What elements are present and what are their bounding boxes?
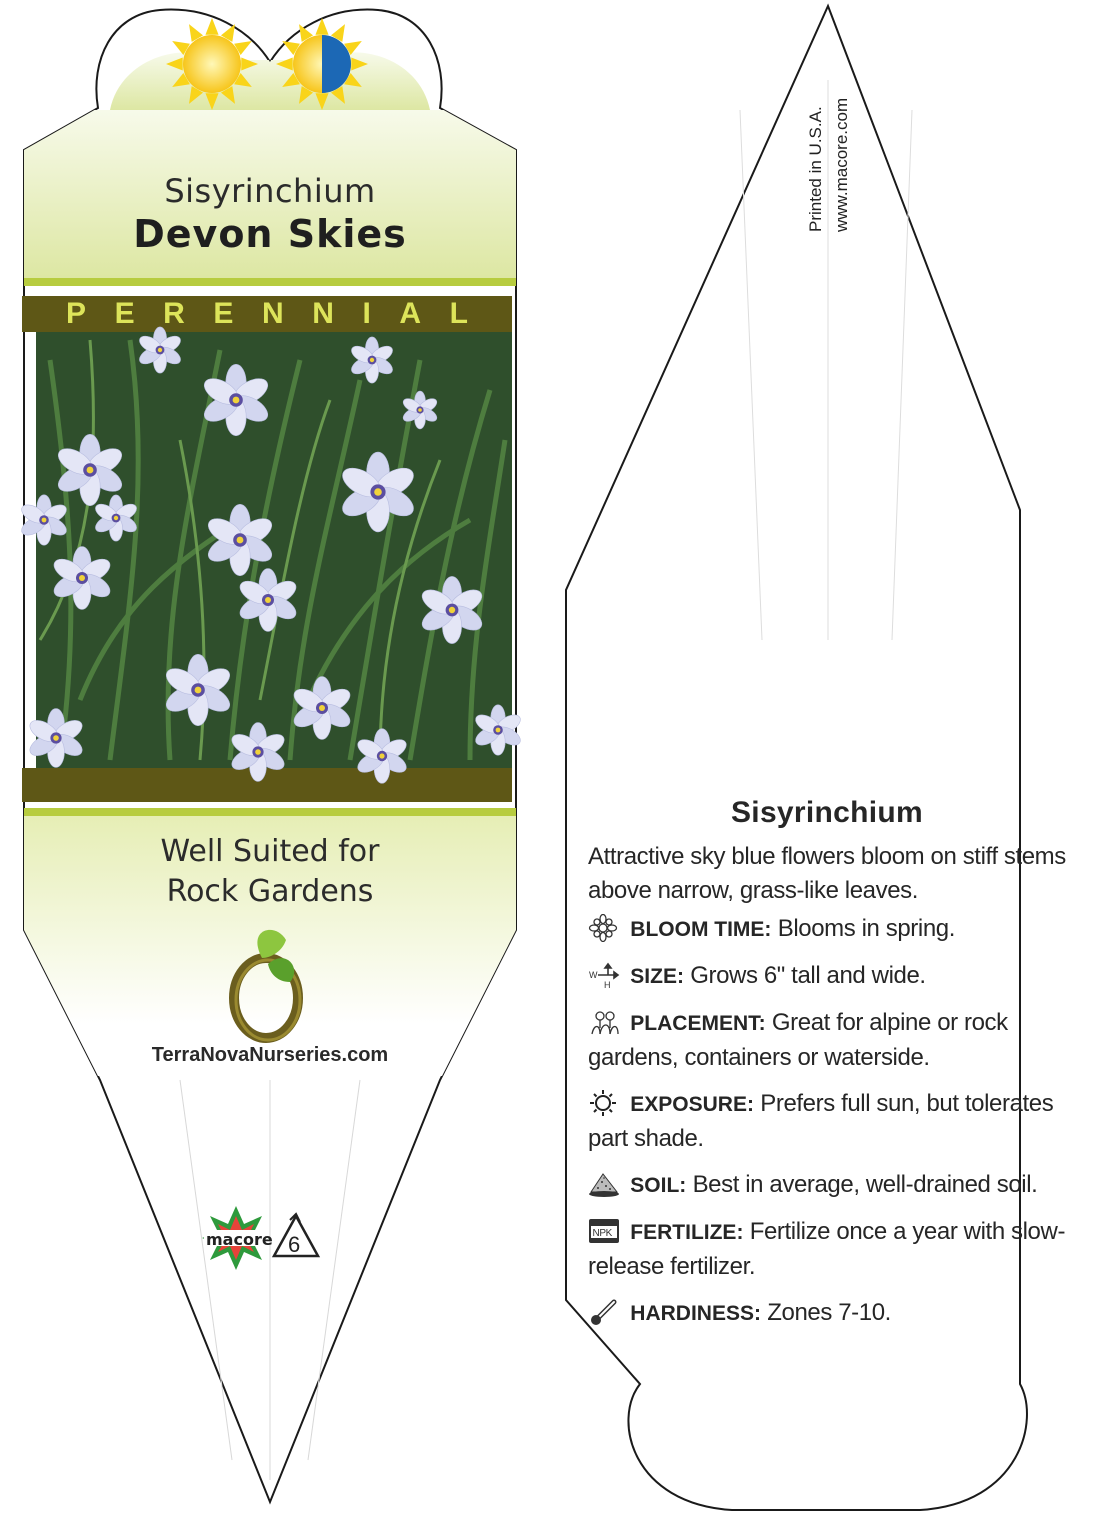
info-label: FERTILIZE: [630, 1221, 744, 1244]
info-text: Great for alpine or rock gardens, containers or waterside. [588, 1009, 1008, 1071]
info-title: Sisyrinchium [731, 796, 923, 829]
svg-text:W: W [589, 970, 598, 980]
info-text: Zones 7-10. [767, 1299, 891, 1326]
info-exposure [588, 1087, 1066, 1156]
category-letter: I [362, 297, 371, 330]
flower-icon [588, 914, 622, 942]
category-letter: N [312, 297, 334, 330]
printed-in: Printed in U.S.A. [806, 106, 825, 232]
category-letter: R [163, 297, 185, 330]
category-letter: P [66, 297, 87, 330]
info-soil [588, 1168, 1066, 1203]
plants-icon [588, 1008, 622, 1036]
info-bloom-time [588, 912, 1066, 947]
info-label: EXPOSURE: [630, 1093, 754, 1116]
info-label: HARDINESS: [630, 1302, 761, 1325]
info-text: Grows 6" tall and wide. [690, 962, 926, 989]
plant-photo [36, 332, 512, 768]
plant-description: Attractive sky blue flowers bloom on stiff stems above narrow, grass-like leaves. [588, 843, 1066, 904]
tagline-line: Well Suited for [160, 834, 380, 869]
info-label: SIZE: [630, 965, 684, 988]
plant-cultivar: Devon Skies [133, 212, 407, 256]
npk-icon [588, 1217, 622, 1245]
info-label: BLOOM TIME: [630, 918, 772, 941]
info-text: Prefers full sun, but tolerates part shade. [588, 1090, 1054, 1152]
category-letter: E [114, 297, 135, 330]
info-text: Fertilize once a year with slow-release fertilizer. [588, 1218, 1066, 1280]
info-hardiness [588, 1296, 1066, 1331]
recycle-number: 6 [288, 1232, 301, 1257]
info-placement [588, 1006, 1066, 1075]
size-icon [588, 961, 622, 989]
macore-website: www.macore.com [832, 97, 851, 232]
soil-icon [588, 1170, 622, 1198]
category-letter: N [261, 297, 284, 330]
tagline-line: Rock Gardens [166, 874, 374, 909]
macore-label: macore [206, 1230, 273, 1249]
thermometer-icon [588, 1298, 622, 1326]
category-letter: L [449, 297, 468, 330]
info-label: SOIL: [630, 1174, 687, 1197]
tagline [60, 832, 480, 912]
info-label: PLACEMENT: [630, 1012, 766, 1035]
plant-category [22, 296, 512, 332]
category-letter: E [213, 297, 234, 330]
svg-text:NPK: NPK [592, 1228, 612, 1239]
svg-text:H: H [604, 980, 611, 989]
info-size [588, 959, 1066, 994]
info-text: Best in average, well-drained soil. [692, 1171, 1038, 1198]
nursery-website: TerraNovaNurseries.com [151, 1044, 389, 1066]
info-text: Blooms in spring. [777, 915, 955, 942]
info-fertilize [588, 1215, 1066, 1284]
care-info [588, 796, 1066, 1343]
category-letter: A [399, 297, 422, 330]
plant-genus: Sisyrinchium [164, 172, 376, 210]
sun-outline-icon [588, 1089, 622, 1117]
